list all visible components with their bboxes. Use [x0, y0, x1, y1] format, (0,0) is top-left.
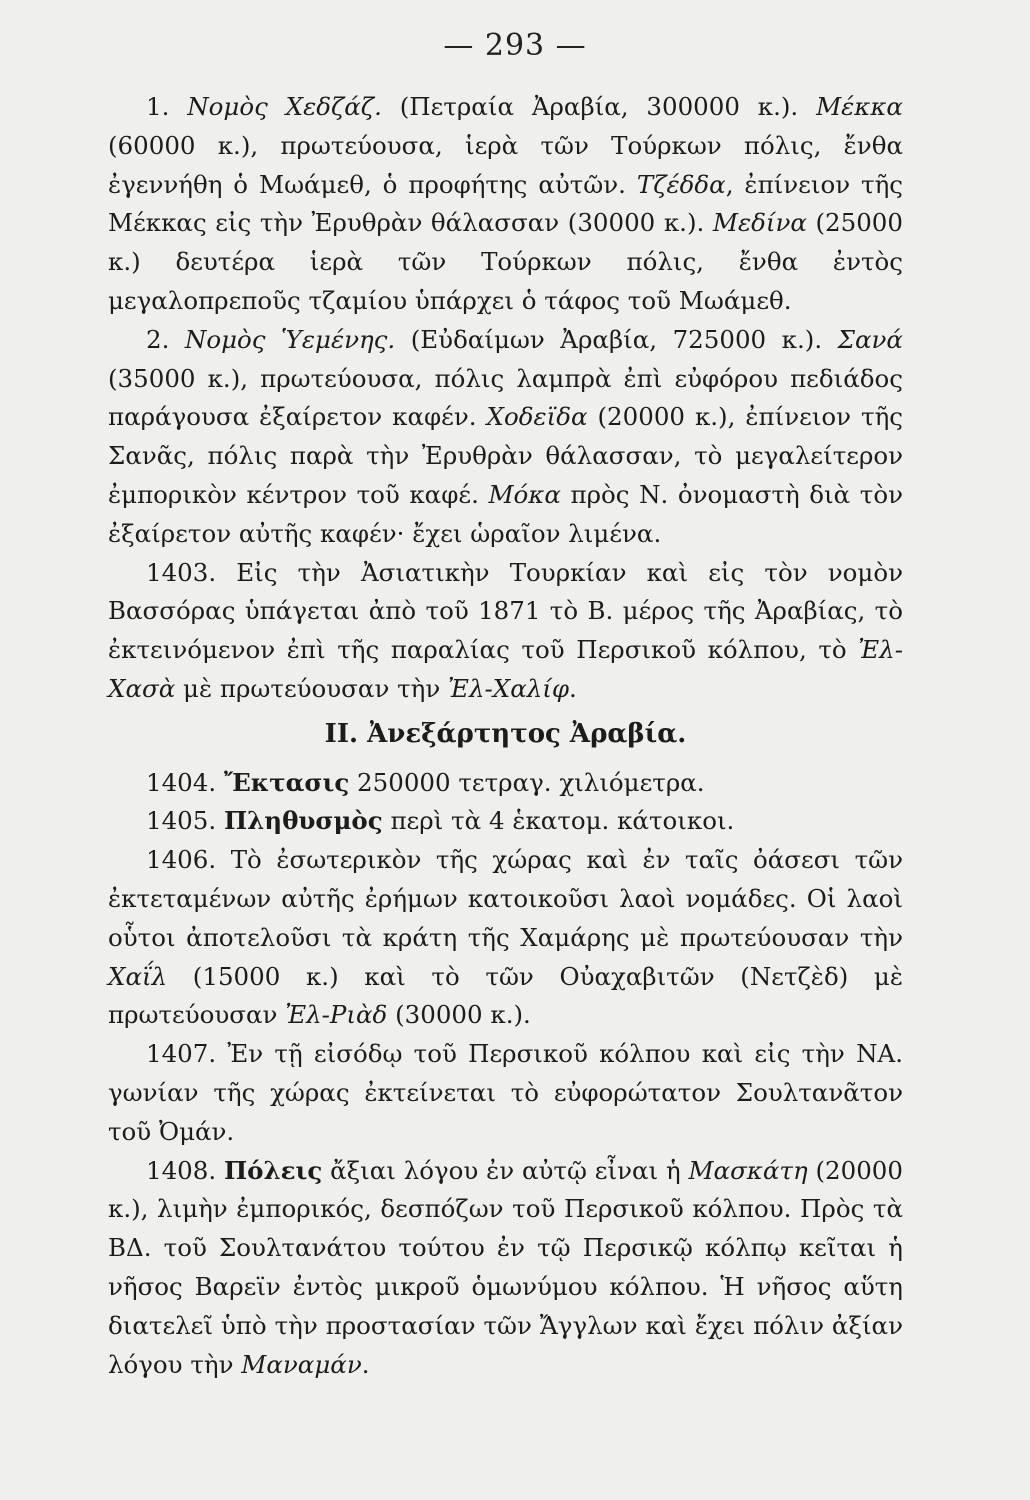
text-run: (Εὐδαίμων Ἀραβία, 725000 κ.).: [395, 324, 838, 354]
italic-term: Μεδίνα: [712, 208, 807, 238]
paragraph-number: 1408.: [146, 1155, 224, 1185]
italic-term: Ἐλ-Χαλίφ: [448, 673, 570, 703]
section-heading: ΙΙ. Ἀνεξάρτητος Ἀραβία.: [324, 718, 687, 749]
paragraph: [108, 1152, 903, 1385]
text-run: (25000 κ.) δευτέρα ἱερὰ τῶν Τούρκων πόλις, ἔνθα ἐντὸς μεγαλοπρεποῦς τζαμίου ὑπάρχει ὁ τάφος τοῦ Μωάμεθ.: [108, 208, 903, 315]
text-run: Εἰς τὴν Ἀσιατικὴν Τουρκίαν καὶ εἰς τὸν νομὸν Βασσόρας ὑπάγεται ἀπὸ τοῦ 1871 τὸ Β. μέρος τῆς Ἀραβίας, τὸ ἐκτεινόμενον ἐπὶ τῆς παραλίας τοῦ Περσικοῦ κόλπου, τὸ: [108, 557, 903, 665]
text-run: ἄξιαι λόγου ἐν αὐτῷ εἶναι ἡ: [322, 1155, 689, 1185]
bold-term: Ἔκτασις: [223, 767, 350, 797]
paragraph-number: 1406.: [146, 845, 231, 875]
page-body: [108, 88, 903, 1384]
text-run: 250000 τετραγ. χιλιόμετρα.: [349, 767, 705, 797]
text-run: Ἐν τῇ εἰσόδῳ τοῦ Περσικοῦ κόλπου καὶ εἰς τὴν ΝΑ. γωνίαν τῆς χώρας ἐκτείνεται τὸ εὐφορώτατον Σουλτανᾶτον τοῦ Ὀμάν.: [108, 1039, 903, 1146]
paragraph: [108, 554, 903, 709]
italic-term: Ἐλ-Ριὰδ: [285, 1000, 388, 1030]
italic-term: Τζέδδα: [636, 169, 726, 199]
italic-term: Μέκκα: [816, 92, 903, 121]
paragraph: [108, 841, 903, 1035]
paragraph-number: 1403.: [146, 557, 237, 587]
text-run: (60000 κ.), πρωτεύουσα, ἱερὰ τῶν Τούρκων πόλις, ἔνθα ἐγεννήθη ὁ Μωάμεθ, ὁ προφήτης αὐτῶν.: [108, 130, 903, 199]
text-run: (15000 κ.) καὶ τὸ τῶν Οὐαχαβιτῶν (Νετζὲδ) μὲ πρωτεύουσαν: [108, 961, 903, 1030]
text-run: περὶ τὰ 4 ἑκατομ. κάτοικοι.: [382, 806, 735, 836]
italic-term: Χοδεϊδα: [486, 402, 588, 432]
italic-term: Ἐλ-Χασὰ: [108, 635, 903, 703]
text-run: μὲ πρωτεύουσαν τὴν: [175, 673, 449, 703]
paragraph-number: 1405.: [146, 806, 224, 836]
italic-term: Μαναμάν: [241, 1349, 362, 1379]
italic-term: Μασκάτη: [688, 1155, 808, 1185]
paragraph: [108, 1035, 903, 1151]
bold-term: Πόλεις: [223, 1155, 323, 1185]
paragraph: [108, 802, 903, 841]
text-run: πρὸς Ν. ὀνομαστὴ διὰ τὸν ἐξαίρετον αὐτῆς καφέν· ἔχει ὡραῖον λιμένα.: [108, 479, 903, 548]
paragraph-number: 1404.: [146, 767, 224, 797]
italic-term: Μόκα: [488, 479, 561, 509]
text-run: Τὸ ἐσωτερικὸν τῆς χώρας καὶ ἐν ταῖς ὀάσεσι τῶν ἐκτεταμένων αὐτῆς ἐρήμων κατοικοῦσι λαοὶ νομάδες. Οἱ λαοὶ οὗτοι ἀποτελοῦσι τὰ κράτη τῆς Χαμάρης μὲ πρωτεύουσαν τὴν: [108, 845, 903, 952]
text-run: .: [569, 673, 577, 703]
text-run: (35000 κ.), πρωτεύουσα, πόλις λαμπρὰ ἐπὶ εὐφόρου πεδιάδος παράγουσα ἐξαίρετον καφέν.: [108, 363, 903, 432]
paragraph-number: 2.: [146, 324, 185, 354]
paragraph-number: 1407.: [146, 1039, 228, 1069]
italic-term: Χαΐλ: [108, 961, 168, 991]
text-run: .: [361, 1349, 370, 1379]
paragraph: [108, 88, 903, 321]
text-run: (Πετραία Ἀραβία, 300000 κ.).: [381, 92, 817, 121]
text-run: (20000 κ.), ἐπίνειον τῆς Σανᾶς, πόλις παρὰ τὴν Ἐρυθρὰν θάλασσαν, τὸ μεγαλείτερον ἐμπορικὸν κέντρον τοῦ καφέ.: [108, 402, 903, 509]
italic-term: Νομὸς Χεδζάζ.: [187, 92, 382, 121]
bold-term: Πληθυσμὸς: [223, 806, 383, 836]
text-run: (30000 κ.).: [387, 1000, 531, 1030]
italic-term: Σανά: [837, 324, 903, 354]
text-run: (20000 κ.), λιμὴν ἐμπορικός, δεσπόζων τοῦ Περσικοῦ κόλπου. Πρὸς τὰ ΒΔ. τοῦ Σουλτανάτου τούτου ἐν τῷ Περσικῷ κόλπῳ κεῖται ἡ νῆσος Βαρεϊν ἐντὸς μικροῦ ὁμωνύμου κόλπου. Ἡ νῆσος αὕτη διατελεῖ ὑπὸ τὴν προστασίαν τῶν Ἄγγλων καὶ ἔχει πόλιν ἀξίαν λόγου τὴν: [108, 1155, 903, 1379]
paragraph: [108, 764, 903, 803]
text-run: , ἐπίνειον τῆς Μέκκας εἰς τὴν Ἐρυθρὰν θάλασσαν (30000 κ.).: [108, 169, 904, 238]
italic-term: Νομὸς Ὑεμένης.: [184, 324, 396, 354]
paragraph: [108, 321, 903, 554]
page-number: — 293 —: [443, 28, 587, 63]
paragraph-number: 1.: [146, 92, 188, 121]
